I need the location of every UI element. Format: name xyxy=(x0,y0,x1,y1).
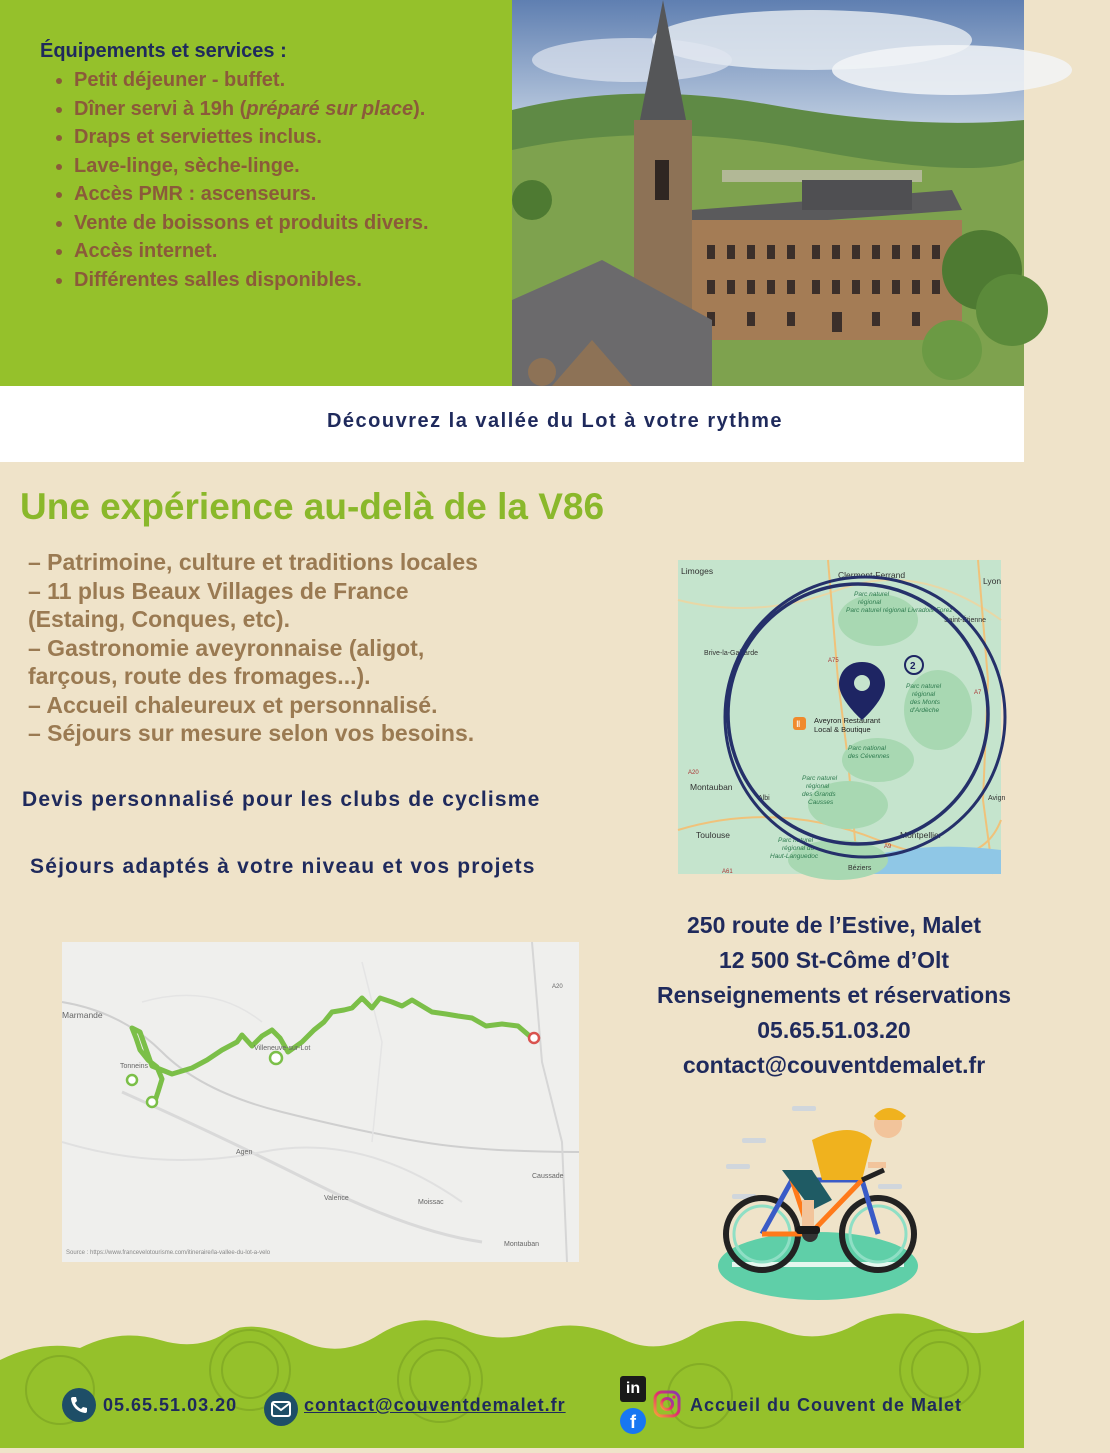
services-list xyxy=(40,66,474,294)
service-item: • Lave-linge, sèche-linge. xyxy=(74,152,474,181)
address-line-2: 12 500 St-Côme d’Olt xyxy=(718,947,950,973)
contact-email: contact@couventdemalet.fr xyxy=(682,1052,986,1078)
map-label: Caussade xyxy=(532,1173,564,1180)
phone-icon xyxy=(69,1395,89,1415)
experience-line: – Accueil chaleureux et personnalisé. xyxy=(28,691,438,718)
contact-phone: 05.65.51.03.20 xyxy=(757,1017,911,1043)
linkedin-icon[interactable]: in xyxy=(620,1376,646,1402)
map-label: A7 xyxy=(974,690,982,696)
map-label: A20 xyxy=(688,770,699,776)
map-label: Moissac xyxy=(418,1199,444,1206)
map-label: Albi xyxy=(758,795,770,802)
experience-title: Une expérience au-delà de la V86 xyxy=(20,486,605,527)
route-map-graphic xyxy=(62,942,579,1262)
experience-line: – 11 plus Beaux Villages de France xyxy=(28,577,409,604)
experience-list xyxy=(28,548,628,748)
experience-line: – Gastronomie aveyronnaise (aligot, xyxy=(28,634,425,661)
hills-decoration xyxy=(0,1300,1024,1448)
service-item: • Accès PMR : ascenseurs. xyxy=(74,180,474,209)
map-label: Parc naturel régional du Haut-Languedoc xyxy=(770,837,819,860)
services-title: Équipements et services : xyxy=(40,40,287,62)
service-item: • Différentes salles disponibles. xyxy=(74,266,474,295)
footer-email-link[interactable]: contact@couventdemalet.fr xyxy=(304,1395,566,1415)
map-label: Montauban xyxy=(690,782,733,792)
convent-illustration xyxy=(512,0,1024,386)
banner-text: Découvrez la vallée du Lot à votre rythme xyxy=(326,410,784,432)
map-label: Lyon xyxy=(983,576,1002,586)
email-icon[interactable] xyxy=(264,1392,298,1426)
contact-block xyxy=(628,908,1040,1083)
map-label: Brive-la-Gaillarde xyxy=(704,650,759,657)
map-label: Parc naturel régional des Grands Causses xyxy=(802,775,838,806)
map-source: Source : https://www.francevelotourisme.com/itineraire/la-vallee-du-lot-a-velo xyxy=(66,1250,271,1256)
footer-phone[interactable]: 05.65.51.03.20 xyxy=(103,1395,238,1415)
convent-photo xyxy=(512,0,1024,386)
map-label: A75 xyxy=(828,658,839,664)
experience-line: (Estaing, Conques, etc). xyxy=(28,606,290,632)
instagram-icon[interactable] xyxy=(653,1390,681,1418)
map-label: Montpellier xyxy=(900,830,942,840)
map-label: Montauban xyxy=(504,1241,540,1248)
map-label: Agen xyxy=(236,1149,253,1156)
map-label: Villeneuve-sur-Lot xyxy=(254,1045,311,1052)
experience-line: – Patrimoine, culture et traditions locales xyxy=(28,549,478,575)
map-label: Béziers xyxy=(848,865,872,872)
service-item: • Petit déjeuner - buffet. xyxy=(74,66,474,95)
tagline-projects: Séjours adaptés à votre niveau et vos projets xyxy=(30,855,536,878)
map-label: Aveyron Restaurant Local & Boutique xyxy=(814,716,881,734)
instagram-icon xyxy=(653,1390,681,1418)
map-label: Valence xyxy=(324,1195,349,1202)
map-label: Avign xyxy=(988,795,1006,802)
service-item: • Draps et serviettes inclus. xyxy=(74,123,474,152)
map-label: Limoges xyxy=(681,566,714,576)
experience-line: farçous, route des fromages...). xyxy=(28,663,371,689)
map-label: Parc national des Cévennes xyxy=(848,745,890,760)
address-line-1: 250 route de l’Estive, Malet xyxy=(686,912,981,938)
facebook-icon[interactable]: f xyxy=(620,1408,646,1434)
footer-social-name[interactable]: Accueil du Couvent de Malet xyxy=(690,1395,963,1415)
map-label: A9 xyxy=(884,844,892,850)
map-label: A20 xyxy=(552,984,563,990)
cyclist-illustration xyxy=(712,1100,926,1310)
route-map xyxy=(62,942,579,1262)
service-item: • Vente de boissons et produits divers. xyxy=(74,209,474,238)
map-label: Clermont-Ferrand xyxy=(838,570,906,580)
contact-info-label: Renseignements et réservations xyxy=(656,982,1012,1008)
map-label: Tonneins xyxy=(120,1063,149,1070)
region-map-graphic xyxy=(678,560,1006,875)
map-label: Marmande xyxy=(62,1010,103,1020)
map-label: Parc naturel régional Parc naturel régional Livradois-Forez xyxy=(846,591,953,614)
map-label: A61 xyxy=(722,869,733,875)
footer xyxy=(0,1300,1024,1448)
tagline-clubs: Devis personnalisé pour les clubs de cyclisme xyxy=(22,788,541,811)
region-map xyxy=(678,560,1006,875)
envelope-icon xyxy=(271,1401,291,1417)
svg-text:2: 2 xyxy=(910,661,916,672)
phone-icon[interactable] xyxy=(62,1388,96,1422)
cyclist-icon xyxy=(712,1100,926,1310)
service-item: • Dîner servi à 19h (préparé sur place). xyxy=(74,95,474,124)
map-label: Parc naturel régional des Monts d'Ardèche xyxy=(906,683,942,714)
map-label: Toulouse xyxy=(696,830,731,840)
experience-line: – Séjours sur mesure selon vos besoins. xyxy=(28,720,475,746)
svg-text:Ⅱ: Ⅱ xyxy=(796,719,801,729)
service-item: • Accès internet. xyxy=(74,237,474,266)
map-label: Saint-Étienne xyxy=(944,617,987,624)
